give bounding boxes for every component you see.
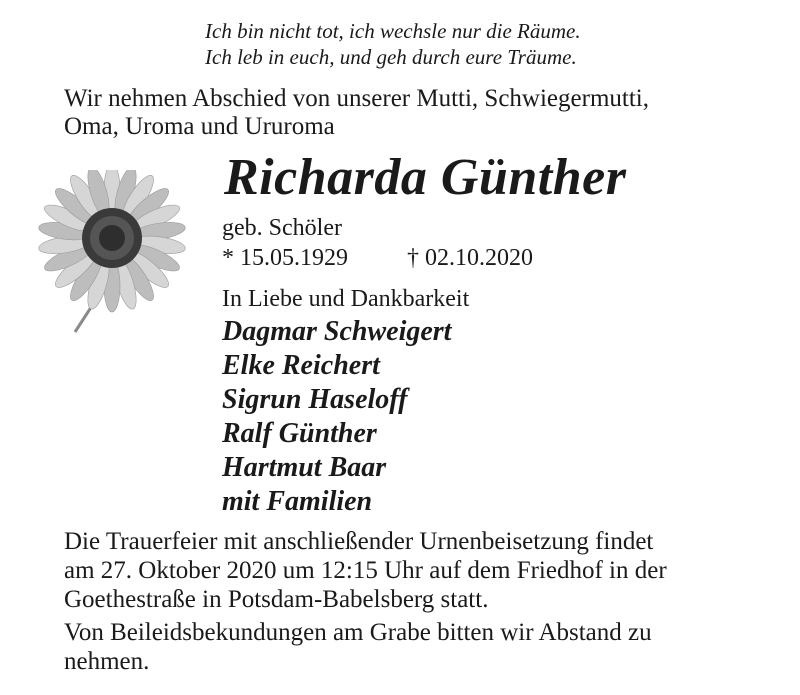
birth-name: geb. Schöler bbox=[222, 215, 342, 241]
mourner-name: Dagmar Schweigert bbox=[222, 316, 452, 347]
notice-line-3: Goethestraße in Potsdam-Babelsberg statt. bbox=[64, 586, 489, 613]
mourner-name: Hartmut Baar bbox=[222, 452, 387, 483]
notice-line-2: am 27. Oktober 2020 um 12:15 Uhr auf dem Friedhof in der bbox=[64, 557, 667, 584]
birth-date: * 15.05.1929 bbox=[222, 245, 348, 271]
mourner-families: mit Familien bbox=[222, 486, 373, 517]
mourner-name: Elke Reichert bbox=[222, 350, 380, 381]
intro-line-2: Oma, Uroma und Ururoma bbox=[64, 113, 335, 140]
mourner-name: Ralf Günther bbox=[222, 418, 377, 449]
deceased-name: Richarda Günther bbox=[224, 149, 627, 206]
mourners-intro: In Liebe und Dankbarkeit bbox=[222, 286, 470, 312]
mourner-name: Sigrun Haseloff bbox=[222, 384, 408, 415]
intro-line-1: Wir nehmen Abschied von unserer Mutti, Schwiegermutti, bbox=[64, 85, 649, 112]
death-date: † 02.10.2020 bbox=[407, 245, 533, 271]
notice-line-5: nehmen. bbox=[64, 648, 150, 675]
notice-line-1: Die Trauerfeier mit anschließender Urnenbeisetzung findet bbox=[64, 528, 654, 555]
notice-line-4: Von Beileidsbekundungen am Grabe bitten wir Abstand zu bbox=[64, 619, 652, 646]
quote-line-1: Ich bin nicht tot, ich wechsle nur die Räume. bbox=[205, 19, 581, 43]
sunflower-icon bbox=[30, 170, 190, 340]
quote-line-2: Ich leb in euch, und geh durch eure Träume. bbox=[205, 45, 577, 69]
